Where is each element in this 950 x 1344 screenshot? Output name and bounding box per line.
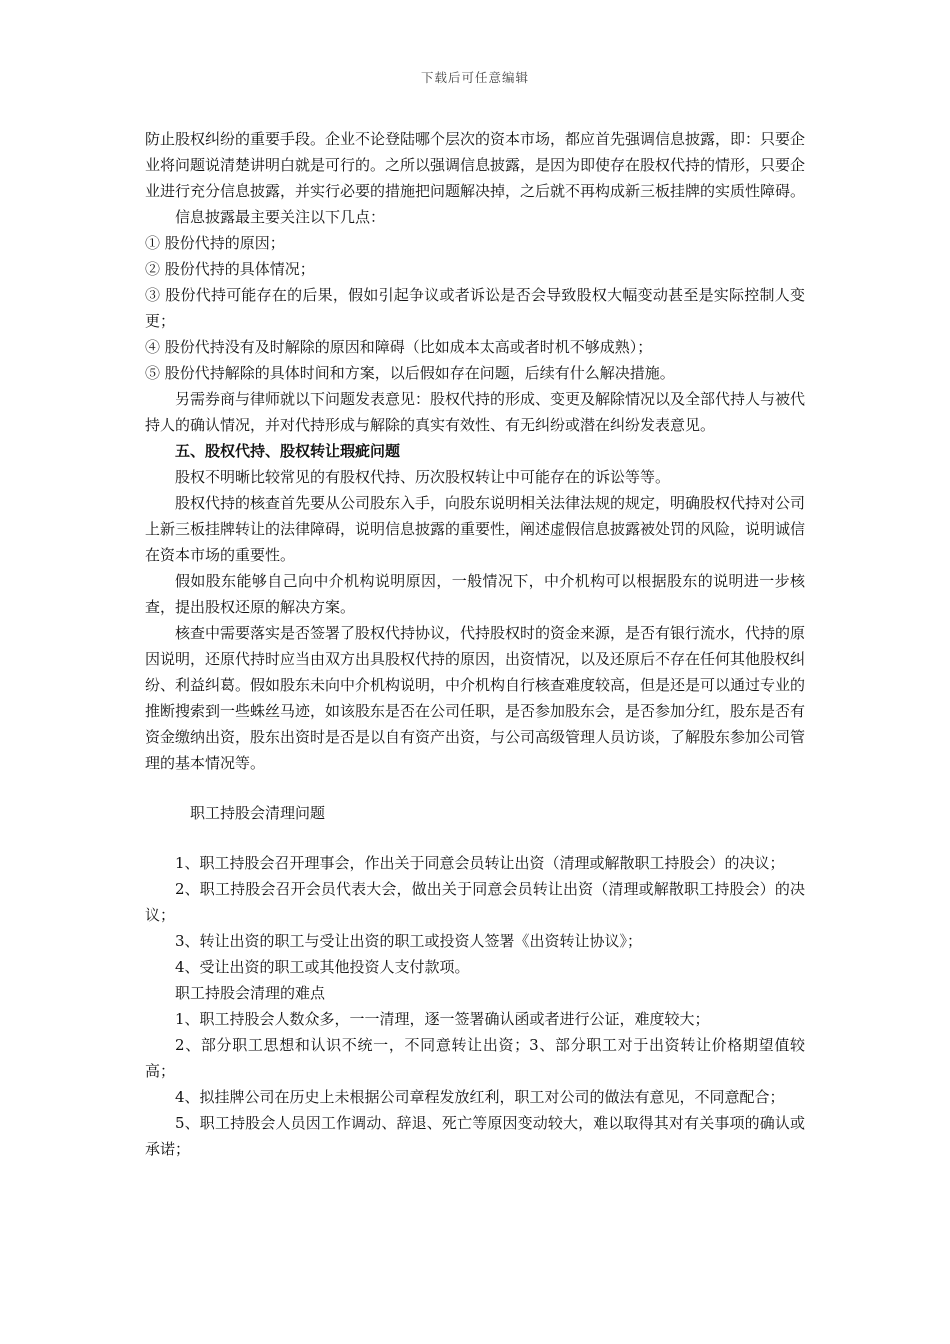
list-item: ① 股份代持的原因； — [145, 234, 285, 252]
paragraph: 信息披露最主要关注以下几点： — [175, 208, 386, 226]
list-item: 4、受让出资的职工或其他投资人支付款项。 — [175, 958, 470, 976]
paragraph: 防止股权纠纷的重要手段。企业不论登陆哪个层次的资本市场，都应首先强调信息披露，即：只要企业将问题说清楚讲明白就是可行的。之所以强调信息披露，是因为即使存在股权代持的情形，只要企业进行充分信息披露，并实行必要的措施把问题解决掉，之后就不再构成新三板挂牌的实质性障碍。 — [145, 130, 806, 200]
paragraph: 核查中需要落实是否签署了股权代持协议，代持股权时的资金来源，是否有银行流水，代持的原因说明，还原代持时应当由双方出具股权代持的原因，出资情况，以及还原后不存在任何其他股权纠纷、利益纠葛。假如股东未向中介机构说明，中介机构自行核查难度较高，但是还是可以通过专业的推断搜索到一些蛛丝马迹，如该股东是否在公司任职，是否参加股东会，是否参加分红，股东是否有资金缴纳出资，股东出资时是否是以自有资产出资，与公司高级管理人员访谈，了解股东参加公司管理的基本情况等。 — [145, 624, 806, 772]
page-header: 下载后可任意编辑 — [420, 70, 529, 85]
paragraph: 股权代持的核查首先要从公司股东入手，向股东说明相关法律法规的规定，明确股权代持对公司上新三板挂牌转让的法律障碍，说明信息披露的重要性，阐述虚假信息披露被处罚的风险，说明诚信在资本市场的重要性。 — [145, 494, 806, 564]
list-item: 1、职工持股会人数众多，一一清理，逐一签署确认函或者进行公证，难度较大； — [175, 1010, 710, 1028]
paragraph: 股权不明晰比较常见的有股权代持、历次股权转让中可能存在的诉讼等等。 — [175, 468, 671, 486]
list-item: ② 股份代持的具体情况； — [145, 260, 315, 278]
list-item: ④ 股份代持没有及时解除的原因和障碍（比如成本太高或者时机不够成熟）； — [145, 338, 653, 356]
section-heading: 五、股权代持、股权转让瑕疵问题 — [175, 442, 401, 460]
subheading: 职工持股会清理的难点 — [175, 984, 326, 1002]
list-item: 3、转让出资的职工与受让出资的职工或投资人签署《出资转让协议》； — [175, 932, 643, 950]
list-item: ⑤ 股份代持解除的具体时间和方案，以后假如存在问题，后续有什么解决措施。 — [145, 364, 675, 382]
list-item: 1、职工持股会召开理事会，作出关于同意会员转让出资（清理或解散职工持股会）的决议； — [175, 854, 785, 872]
list-item: ③ 股份代持可能存在的后果，假如引起争议或者诉讼是否会导致股权大幅变动甚至是实际控制人变更； — [145, 286, 805, 330]
list-item: 2、职工持股会召开会员代表大会，做出关于同意会员转让出资（清理或解散职工持股会）的决议； — [145, 880, 805, 924]
document-body — [145, 126, 805, 1162]
section-heading: 职工持股会清理问题 — [190, 804, 326, 822]
list-item: 4、拟挂牌公司在历史上未根据公司章程发放红利，职工对公司的做法有意见，不同意配合； — [175, 1088, 785, 1106]
paragraph: 假如股东能够自己向中介机构说明原因，一般情况下，中介机构可以根据股东的说明进一步核查，提出股权还原的解决方案。 — [145, 572, 805, 616]
list-item: 5、职工持股会人员因工作调动、辞退、死亡等原因变动较大，难以取得其对有关事项的确认或承诺； — [145, 1114, 805, 1158]
paragraph: 另需券商与律师就以下问题发表意见：股权代持的形成、变更及解除情况以及全部代持人与被代持人的确认情况，并对代持形成与解除的真实有效性、有无纠纷或潜在纠纷发表意见。 — [145, 390, 806, 434]
list-item: 2、部分职工思想和认识不统一，不同意转让出资；3、部分职工对于出资转让价格期望值较高； — [145, 1036, 805, 1080]
